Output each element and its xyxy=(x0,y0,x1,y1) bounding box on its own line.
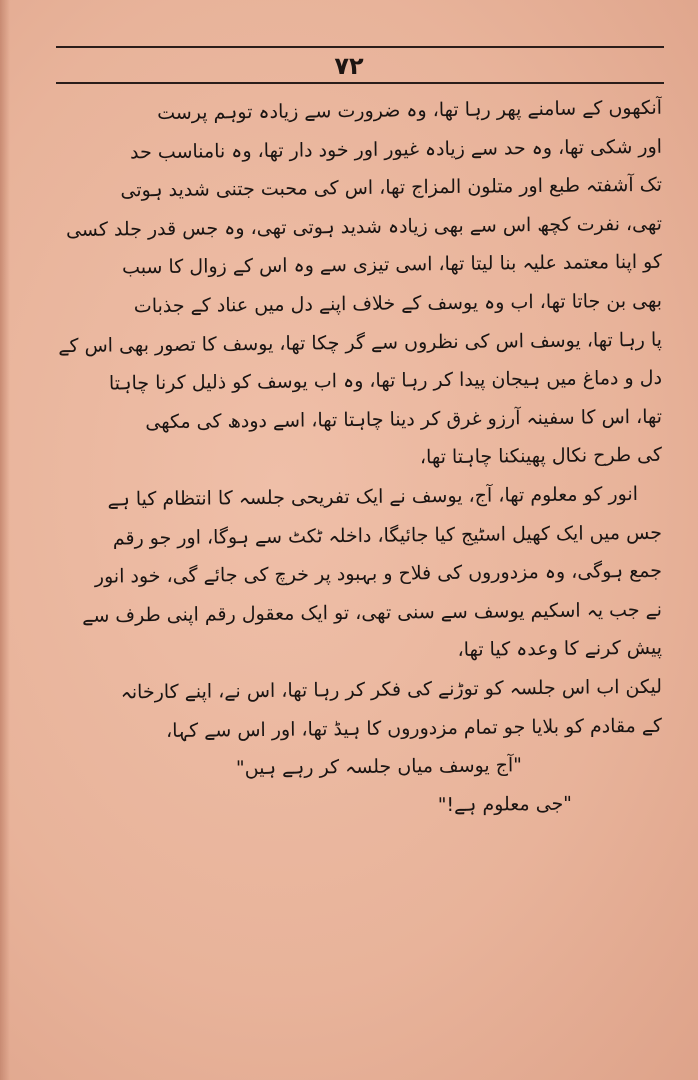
text-line: کو اپنا معتمد علیہ بنا لیتا تھا، اسی تیزی سے وہ اس کے زوال کا سبب xyxy=(121,251,663,279)
text-line: پا رہا تھا، یوسف اس کی نظروں سے گر چکا تھا، یوسف کا تصور بھی اس کے xyxy=(58,328,663,357)
text-line: "جی معلوم ہے!" xyxy=(437,792,573,816)
text-line: دل و دماغ میں ہیجان پیدا کر رہا تھا، وہ اب یوسف کو ذلیل کرنا چاہتا xyxy=(108,366,663,395)
page-number: ۷۲ xyxy=(334,52,364,80)
text-line: پیش کرنے کا وعدہ کیا تھا، xyxy=(457,637,663,662)
text-line: جمع ہوگی، وہ مزدوروں کی فلاح و بہبود پر خرچ کی جائے گی، خود انور xyxy=(94,559,663,588)
text-line: نے جب یہ اسکیم یوسف سے سنی تھی، تو ایک معقول رقم اپنی طرف سے xyxy=(82,598,663,627)
text-line: تھا، اس کا سفینہ آرزو غرق کر دینا چاہتا تھا، اسے دودھ کی مکھی xyxy=(145,405,663,433)
text-line: کی طرح نکال پھینکنا چاہتا تھا، xyxy=(419,444,663,469)
text-line: آنکھوں کے سامنے پھر رہا تھا، وہ ضرورت سے زیادہ توہم پرست xyxy=(157,96,663,125)
text-line: "آج یوسف میاں جلسہ کر رہے ہیں" xyxy=(235,754,523,780)
text-line: تھی، نفرت کچھ اس سے بھی زیادہ شدید ہوتی تھی، وہ جس قدر جلد کسی xyxy=(65,212,663,241)
text-line: جس میں ایک کھیل اسٹیج کیا جائیگا، داخلہ ٹکٹ سے ہوگا، اور جو رقم xyxy=(112,521,663,550)
text-line: لیکن اب اس جلسہ کو توڑنے کی فکر کر رہا تھا، اس نے، اپنے کارخانہ xyxy=(120,675,663,704)
page-edge-shadow xyxy=(0,0,10,1080)
text-line: اور شکی تھا، وہ حد سے زیادہ غیور اور خود دار تھا، وہ نامناسب حد xyxy=(129,135,663,163)
header-rule-top xyxy=(56,46,664,48)
text-line: انور کو معلوم تھا، آج، یوسف نے ایک تفریحی جلسہ کا انتظام کیا ہے xyxy=(107,482,639,511)
page-body-text xyxy=(40,92,662,825)
text-line: تک آشفتہ طبع اور متلون المزاج تھا، اس کی محبت جتنی شدید ہوتی xyxy=(120,173,663,202)
text-line: بھی بن جاتا تھا، اب وہ یوسف کے خلاف اپنے دل میں عناد کے جذبات xyxy=(133,289,663,318)
text-line: کے مقادم کو بلایا جو تمام مزدوروں کا ہیڈ تھا، اور اس سے کہا، xyxy=(165,714,663,742)
header-rule-bottom xyxy=(56,82,664,84)
